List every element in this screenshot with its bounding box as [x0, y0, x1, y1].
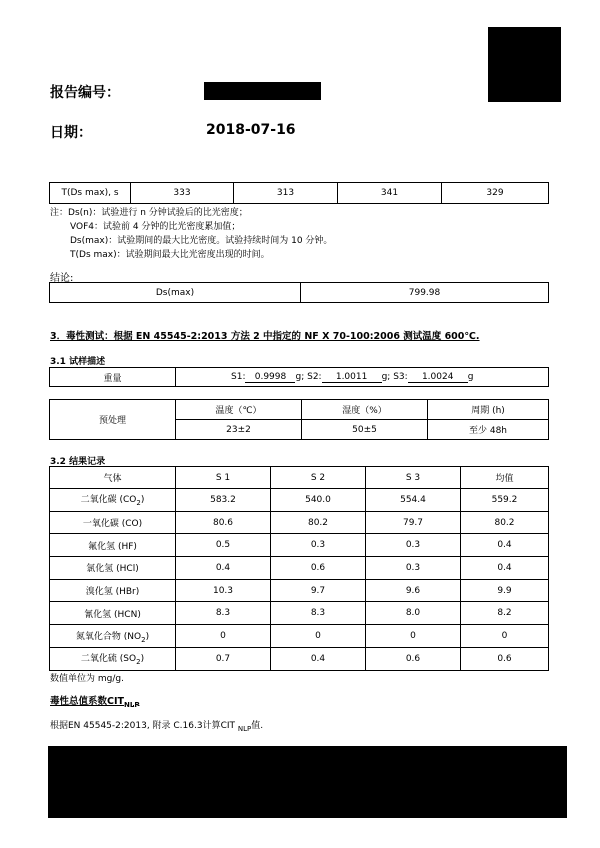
- value-s2: 0.6: [271, 557, 366, 580]
- value-s3: 0.6: [366, 647, 461, 670]
- value-mean: 0: [461, 625, 549, 648]
- value-s3: 9.6: [366, 579, 461, 602]
- value-s2: 9.7: [271, 579, 366, 602]
- results-heading: 3.2 结果记录: [50, 457, 106, 467]
- s1-value: 0.9998: [245, 372, 295, 383]
- value-s2: 80.2: [271, 511, 366, 534]
- value-mean: 559.2: [461, 489, 549, 512]
- tds-max-s2: 313: [234, 183, 338, 204]
- value-s1: 10.3: [176, 579, 271, 602]
- table-row: [50, 602, 549, 625]
- weight-label: 重量: [50, 368, 176, 387]
- value-mean: 0.4: [461, 534, 549, 557]
- tds-max-table: [49, 182, 549, 204]
- note-line-1: 注：Ds(n)：试验进行 n 分钟试验后的比光密度；: [50, 208, 248, 218]
- value-s1: 0.7: [176, 647, 271, 670]
- col-header-mean: 均值: [461, 467, 549, 489]
- value-s2: 8.3: [271, 602, 366, 625]
- pretreatment-label: 预处理: [50, 400, 176, 440]
- gas-name: 二氧化硫 $(SO_2)$: [50, 647, 176, 670]
- notes-block: [50, 206, 332, 262]
- tds-max-s3: 341: [338, 183, 442, 204]
- table-row: [50, 647, 549, 670]
- value-mean: 9.9: [461, 579, 549, 602]
- period-value: 至少 48h: [428, 420, 549, 440]
- value-mean: 0.4: [461, 557, 549, 580]
- conclusion-table: [49, 282, 549, 303]
- value-mean: 8.2: [461, 602, 549, 625]
- value-s2: 540.0: [271, 489, 366, 512]
- table-row: [50, 489, 549, 512]
- gas-name: 氯化氢 (HCl): [50, 557, 176, 580]
- results-table: [49, 466, 549, 671]
- value-s1: 0: [176, 625, 271, 648]
- unit-note: 数值单位为 mg/g.: [50, 674, 124, 684]
- conclusion-label: 结论:: [50, 273, 74, 284]
- value-s3: 554.4: [366, 489, 461, 512]
- value-s1: 0.5: [176, 534, 271, 557]
- value-s3: 8.0: [366, 602, 461, 625]
- value-s1: 583.2: [176, 489, 271, 512]
- redacted-logo-block: [488, 27, 561, 102]
- gas-name: 二氧化碳 $(CO_2)$: [50, 489, 176, 512]
- gas-name: 氰化氢 (HCN): [50, 602, 176, 625]
- tds-max-mean: 329: [442, 183, 549, 204]
- value-s3: 0.3: [366, 534, 461, 557]
- note-line-3: Ds(max)：试验期间的最大比光密度。试验持续时间为 10 分钟。: [70, 236, 333, 246]
- value-s1: 8.3: [176, 602, 271, 625]
- value-s1: 80.6: [176, 511, 271, 534]
- col-header-s2: S 2: [271, 467, 366, 489]
- value-s2: 0.3: [271, 534, 366, 557]
- toxicity-heading: 毒性总值系数$CIT_{NLP}$: [50, 696, 140, 709]
- weight-values: S1: 0.9998 g; S2: 1.0011 g; S3: 1.0024 g: [176, 368, 549, 387]
- toxicity-body: 根据EN 45545-2:2013, 附录 C.16.3计算CIT $_{NLP}$值.: [50, 721, 264, 733]
- value-s2: 0.4: [271, 647, 366, 670]
- value-s3: 0.3: [366, 557, 461, 580]
- note-line-2: VOF4：试验前 4 分钟的比光密度累加值；: [70, 222, 241, 232]
- value-s2: 0: [271, 625, 366, 648]
- pretreatment-table: [49, 399, 549, 440]
- value-s1: 0.4: [176, 557, 271, 580]
- table-row: [50, 557, 549, 580]
- value-mean: 0.6: [461, 647, 549, 670]
- date-label: 日期：: [50, 125, 92, 141]
- sample-heading: 3.1 试样描述: [50, 357, 106, 367]
- s3-value: 1.0024: [408, 372, 468, 383]
- temperature-header: 温度（℃）: [176, 400, 302, 420]
- table-row: [50, 534, 549, 557]
- sample-weight-table: [49, 367, 549, 387]
- table-row: [50, 511, 549, 534]
- note-line-4: T(Ds max)：试验期间最大比光密度出现的时间。: [70, 250, 270, 260]
- col-header-s1: S 1: [176, 467, 271, 489]
- conclusion-item: Ds(max): [50, 283, 301, 303]
- gas-name: 氮氧化合物 $(NO_2)$: [50, 625, 176, 648]
- value-mean: 80.2: [461, 511, 549, 534]
- redacted-report-number: [204, 82, 321, 100]
- s2-value: 1.0011: [322, 372, 382, 383]
- period-header: 周期 (h): [428, 400, 549, 420]
- table-row: [50, 579, 549, 602]
- redacted-footer-block: [48, 746, 567, 818]
- col-header-gas: 气体: [50, 467, 176, 489]
- section-3-title: 3．毒性测试：根据 EN 45545-2:2013 方法 2 中指定的 NF X 70-100:2006 测试温度 600℃.: [50, 331, 480, 342]
- date-value: 2018-07-16: [206, 122, 296, 138]
- col-header-s3: S 3: [366, 467, 461, 489]
- report-number-label: 报告编号：: [50, 85, 120, 101]
- temperature-value: 23±2: [176, 420, 302, 440]
- value-s3: 79.7: [366, 511, 461, 534]
- conclusion-value: 799.98: [301, 283, 549, 303]
- humidity-header: 湿度（%）: [302, 400, 428, 420]
- humidity-value: 50±5: [302, 420, 428, 440]
- value-s3: 0: [366, 625, 461, 648]
- notes-prefix: 注：: [50, 208, 69, 218]
- table-row: [50, 625, 549, 648]
- gas-name: 氟化氢 (HF): [50, 534, 176, 557]
- gas-name: 一氧化碳 (CO): [50, 511, 176, 534]
- gas-name: 溴化氢 (HBr): [50, 579, 176, 602]
- tds-max-s1: 333: [131, 183, 234, 204]
- tds-max-label: T(Ds max), s: [50, 183, 131, 204]
